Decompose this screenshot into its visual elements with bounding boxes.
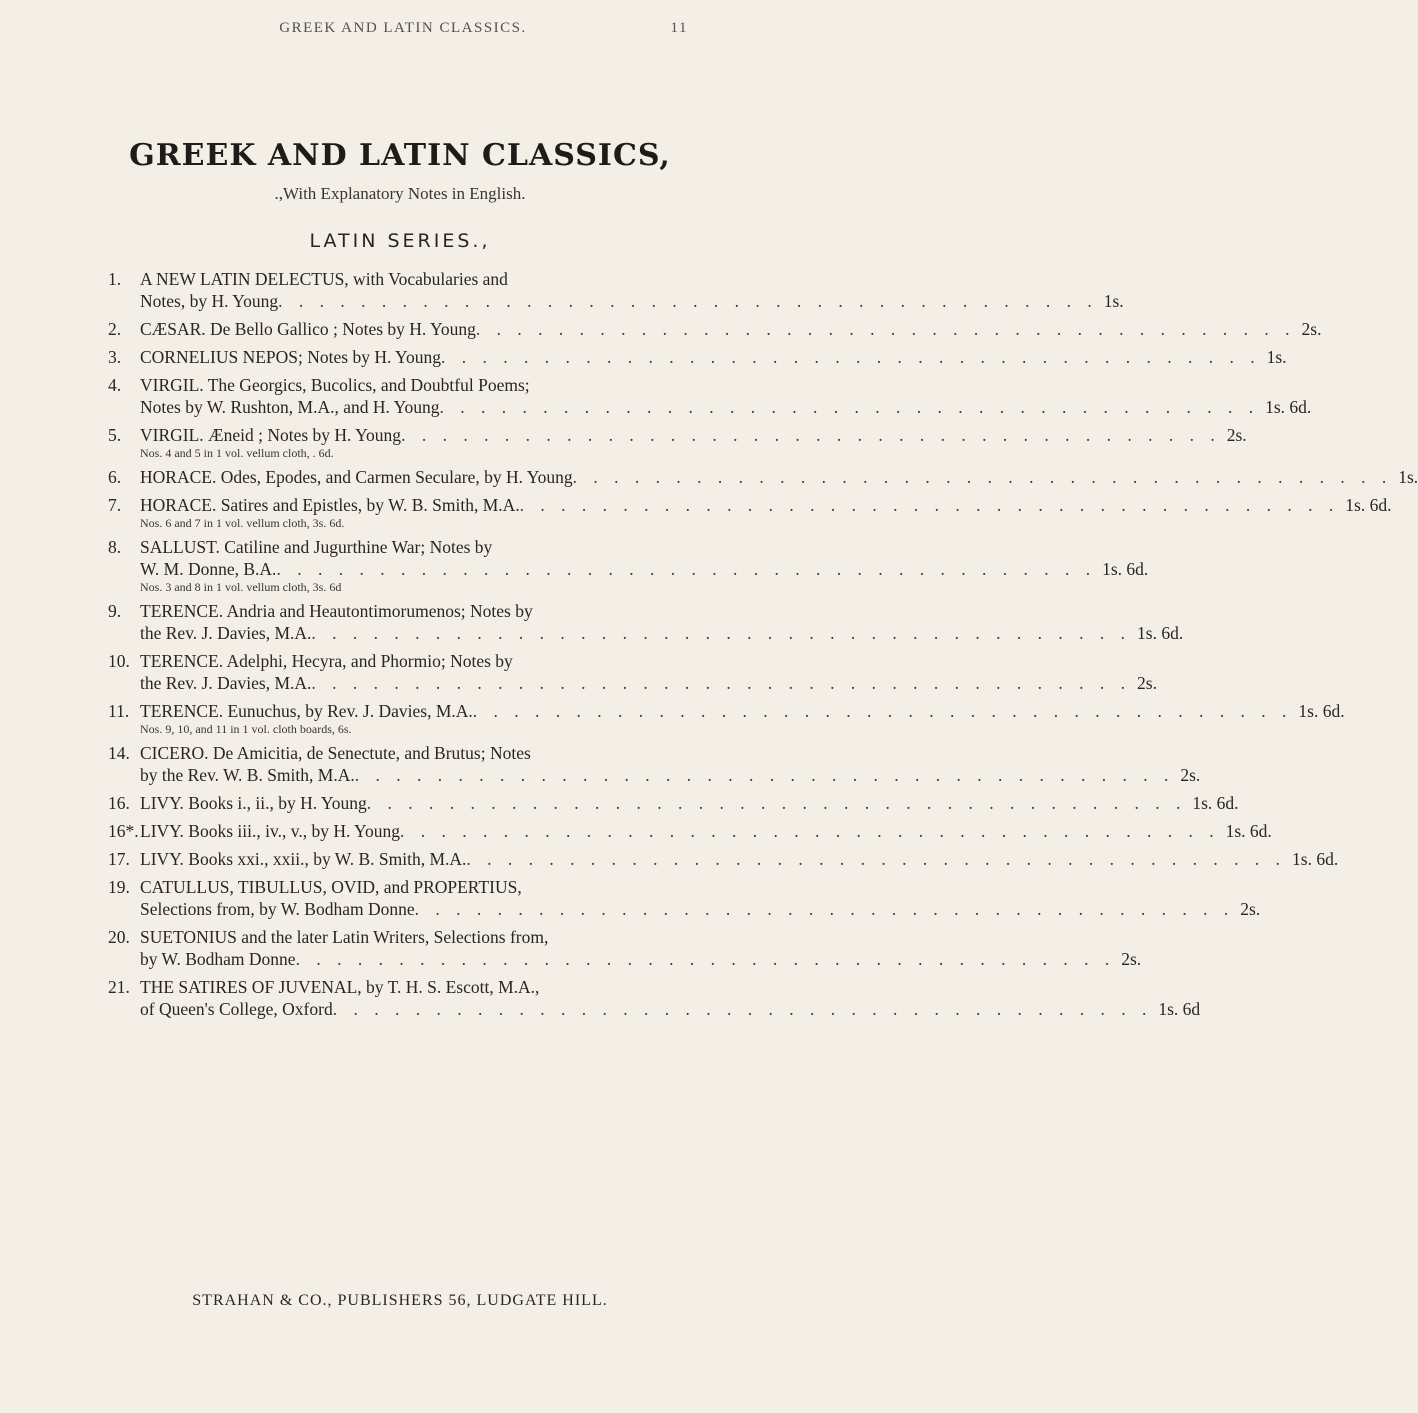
- list-item: [108, 700, 1345, 736]
- entry-price: 2s.: [1240, 899, 1261, 919]
- entry-number: 2.: [108, 319, 122, 339]
- entry-number: 5.: [108, 425, 122, 445]
- entry-price: 1s. 6d.: [1137, 623, 1184, 643]
- page-subtitle: .,With Explanatory Notes in English.: [274, 184, 526, 203]
- list-item: [108, 374, 1312, 418]
- entry-number: 16*.: [108, 821, 139, 841]
- list-item: [108, 926, 1142, 970]
- entry-text: VIRGIL. The Georgics, Bucolics, and Doubtful Poems;: [140, 375, 530, 395]
- entry-text: by W. Bodham Donne: [140, 949, 296, 969]
- entry-price: 1s. 6d.: [1298, 701, 1345, 721]
- list-item: [108, 494, 1392, 530]
- list-item: [108, 742, 1201, 786]
- entry-number: 16.: [108, 793, 130, 813]
- entry-list: [108, 268, 1418, 1026]
- leader-dots: . . . . . . . . . . . . . . . . . . . . . . . . . . . . . . . . . . . . . . . .: [519, 495, 1340, 515]
- list-item: [108, 466, 1418, 488]
- entry-price: 1s.: [1103, 291, 1124, 311]
- entry-price: 1s. 6d: [1158, 999, 1201, 1019]
- leader-dots: . . . . . . . . . . . . . . . . . . . . . . . . . . . . . . . . . . . . . . . .: [311, 623, 1132, 643]
- entry-text: HORACE. Odes, Epodes, and Carmen Seculare, by H. Young: [140, 467, 573, 487]
- entry-text: the Rev. J. Davies, M.A.: [140, 673, 312, 693]
- series-heading: LATIN SERIES.,: [309, 230, 491, 252]
- page-number: 11: [670, 20, 688, 36]
- list-item: [108, 600, 1184, 644]
- list-item: [108, 268, 1124, 312]
- entry-price: 2s.: [1137, 673, 1157, 693]
- entry-text: of Queen's College, Oxford: [140, 999, 333, 1019]
- leader-dots: . . . . . . . . . . . . . . . . . . . . . . . . . . . . . . . . . . . . . . . .: [439, 397, 1260, 417]
- entry-number: 1.: [108, 269, 122, 289]
- entry-number: 17.: [108, 849, 130, 869]
- entry-number: 3.: [108, 347, 122, 367]
- list-item: [108, 346, 1287, 368]
- entry-number: 20.: [108, 927, 130, 947]
- entry-text: Selections from, by W. Bodham Donne: [140, 899, 415, 919]
- leader-dots: . . . . . . . . . . . . . . . . . . . . . . . . . . . . . . . . . . . . . . . .: [276, 559, 1097, 579]
- entry-note: Nos. 3 and 8 in 1 vol. vellum cloth, 3s. 6d: [140, 580, 342, 594]
- entry-number: 6.: [108, 467, 122, 487]
- entry-text: CÆSAR. De Bello Gallico ; Notes by H. Young: [140, 319, 476, 339]
- running-head-title: GREEK AND LATIN CLASSICS.: [279, 20, 527, 36]
- leader-dots: . . . . . . . . . . . . . . . . . . . . . . . . . . . . . . . . . . . . . . . .: [472, 701, 1293, 721]
- entry-text: CORNELIUS NEPOS; Notes by H. Young: [140, 347, 441, 367]
- list-item: [108, 876, 1261, 920]
- leader-dots: . . . . . . . . . . . . . . . . . . . . . . . . . . . . . . . . . . . . . . . .: [311, 673, 1132, 693]
- list-item: [108, 848, 1339, 870]
- entry-number: 7.: [108, 495, 122, 515]
- entry-number: 4.: [108, 375, 122, 395]
- entry-price: 1s. 6d.: [1292, 849, 1339, 869]
- entry-number: 9.: [108, 601, 122, 621]
- entry-price: 1s. 6d.: [1345, 495, 1392, 515]
- entry-number: 11.: [108, 701, 130, 721]
- entry-price: 2s.: [1121, 949, 1142, 969]
- leader-dots: . . . . . . . . . . . . . . . . . . . . . . . . . . . . . . . . . . . . . . . .: [414, 899, 1235, 919]
- list-item: [108, 650, 1157, 694]
- entry-text: THE SATIRES OF JUVENAL, by T. H. S. Escott, M.A.,: [140, 977, 540, 997]
- entry-number: 19.: [108, 877, 130, 897]
- leader-dots: . . . . . . . . . . . . . . . . . . . . . . . . . . . . . . . . . . . . . . . .: [332, 999, 1153, 1019]
- entry-price: 2s.: [1301, 319, 1322, 339]
- entry-price: 1s. 6d.: [1192, 793, 1239, 813]
- entry-text: CATULLUS, TIBULLUS, OVID, and PROPERTIUS,: [140, 877, 522, 897]
- entry-price: 1s. 6d.: [1265, 397, 1312, 417]
- entry-price: 1s.: [1398, 467, 1418, 487]
- entry-price: 2s.: [1180, 765, 1201, 785]
- entry-price: 2s.: [1226, 425, 1247, 445]
- entry-text: TERENCE. Eunuchus, by Rev. J. Davies, M.A.: [140, 701, 473, 721]
- entry-text: HORACE. Satires and Epistles, by W. B. Smith, M.A.: [140, 495, 520, 515]
- list-item: [108, 536, 1149, 594]
- leader-dots: . . . . . . . . . . . . . . . . . . . . . . . . . . . . . . . . . . . . . . . .: [295, 949, 1116, 969]
- entry-number: 10.: [108, 651, 130, 671]
- entry-number: 14.: [108, 743, 130, 763]
- leader-dots: . . . . . . . . . . . . . . . . . . . . . . . . . . . . . . . . . . . . . . . .: [401, 425, 1221, 445]
- publisher-footer: STRAHAN & CO., PUBLISHERS 56, LUDGATE HILL.: [192, 1292, 608, 1309]
- list-item: [108, 820, 1272, 842]
- page-title: GREEK AND LATIN CLASSICS,: [129, 138, 671, 173]
- entry-note: Nos. 9, 10, and 11 in 1 vol. cloth boards, 6s.: [140, 722, 352, 736]
- entry-text: CICERO. De Amicitia, de Senectute, and Brutus; Notes: [140, 743, 531, 763]
- leader-dots: . . . . . . . . . . . . . . . . . . . . . . . . . . . . . . . . . . . . . . . .: [475, 319, 1296, 339]
- entry-text: TERENCE. Andria and Heautontimorumenos; Notes by: [140, 601, 533, 621]
- entry-text: TERENCE. Adelphi, Hecyra, and Phormio; Notes by: [140, 651, 513, 671]
- leader-dots: . . . . . . . . . . . . . . . . . . . . . . . . . . . . . . . . . . . . . . . .: [366, 793, 1187, 813]
- list-item: [108, 424, 1247, 460]
- entry-text: LIVY. Books iii., iv., v., by H. Young: [140, 821, 400, 841]
- list-item: [108, 318, 1322, 340]
- entry-text: W. M. Donne, B.A.: [140, 559, 277, 579]
- leader-dots: . . . . . . . . . . . . . . . . . . . . . . . . . . . . . . . . . . . . . . . .: [278, 291, 1098, 311]
- leader-dots: . . . . . . . . . . . . . . . . . . . . . . . . . . . . . . . . . . . . . . . .: [399, 821, 1220, 841]
- leader-dots: . . . . . . . . . . . . . . . . . . . . . . . . . . . . . . . . . . . . . . . .: [354, 765, 1175, 785]
- entry-price: 1s. 6d.: [1225, 821, 1272, 841]
- list-item: [108, 792, 1239, 814]
- entry-price: 1s. 6d.: [1102, 559, 1149, 579]
- entry-number: 8.: [108, 537, 122, 557]
- entry-text: by the Rev. W. B. Smith, M.A.: [140, 765, 355, 785]
- entry-text: SUETONIUS and the later Latin Writers, Selections from,: [140, 927, 549, 947]
- entry-number: 21.: [108, 977, 130, 997]
- entry-text: LIVY. Books xxi., xxii., by W. B. Smith, M.A.: [140, 849, 467, 869]
- entry-text: Notes by W. Rushton, M.A., and H. Young: [140, 397, 440, 417]
- entry-text: SALLUST. Catiline and Jugurthine War; Notes by: [140, 537, 493, 557]
- entry-text: LIVY. Books i., ii., by H. Young: [140, 793, 367, 813]
- entry-note: Nos. 4 and 5 in 1 vol. vellum cloth, . 6d.: [140, 446, 334, 460]
- entry-text: Notes, by H. Young: [140, 291, 279, 311]
- leader-dots: . . . . . . . . . . . . . . . . . . . . . . . . . . . . . . . . . . . . . . . .: [440, 347, 1261, 367]
- list-item: [108, 976, 1201, 1020]
- entry-text: A NEW LATIN DELECTUS, with Vocabularies and: [140, 269, 508, 289]
- leader-dots: . . . . . . . . . . . . . . . . . . . . . . . . . . . . . . . . . . . . . . . .: [466, 849, 1287, 869]
- entry-note: Nos. 6 and 7 in 1 vol. vellum cloth, 3s. 6d.: [140, 516, 345, 530]
- entry-text: the Rev. J. Davies, M.A.: [140, 623, 312, 643]
- entry-price: 1s.: [1266, 347, 1287, 367]
- leader-dots: . . . . . . . . . . . . . . . . . . . . . . . . . . . . . . . . . . . . . . . .: [572, 467, 1393, 487]
- entry-text: VIRGIL. Æneid ; Notes by H. Young: [140, 425, 402, 445]
